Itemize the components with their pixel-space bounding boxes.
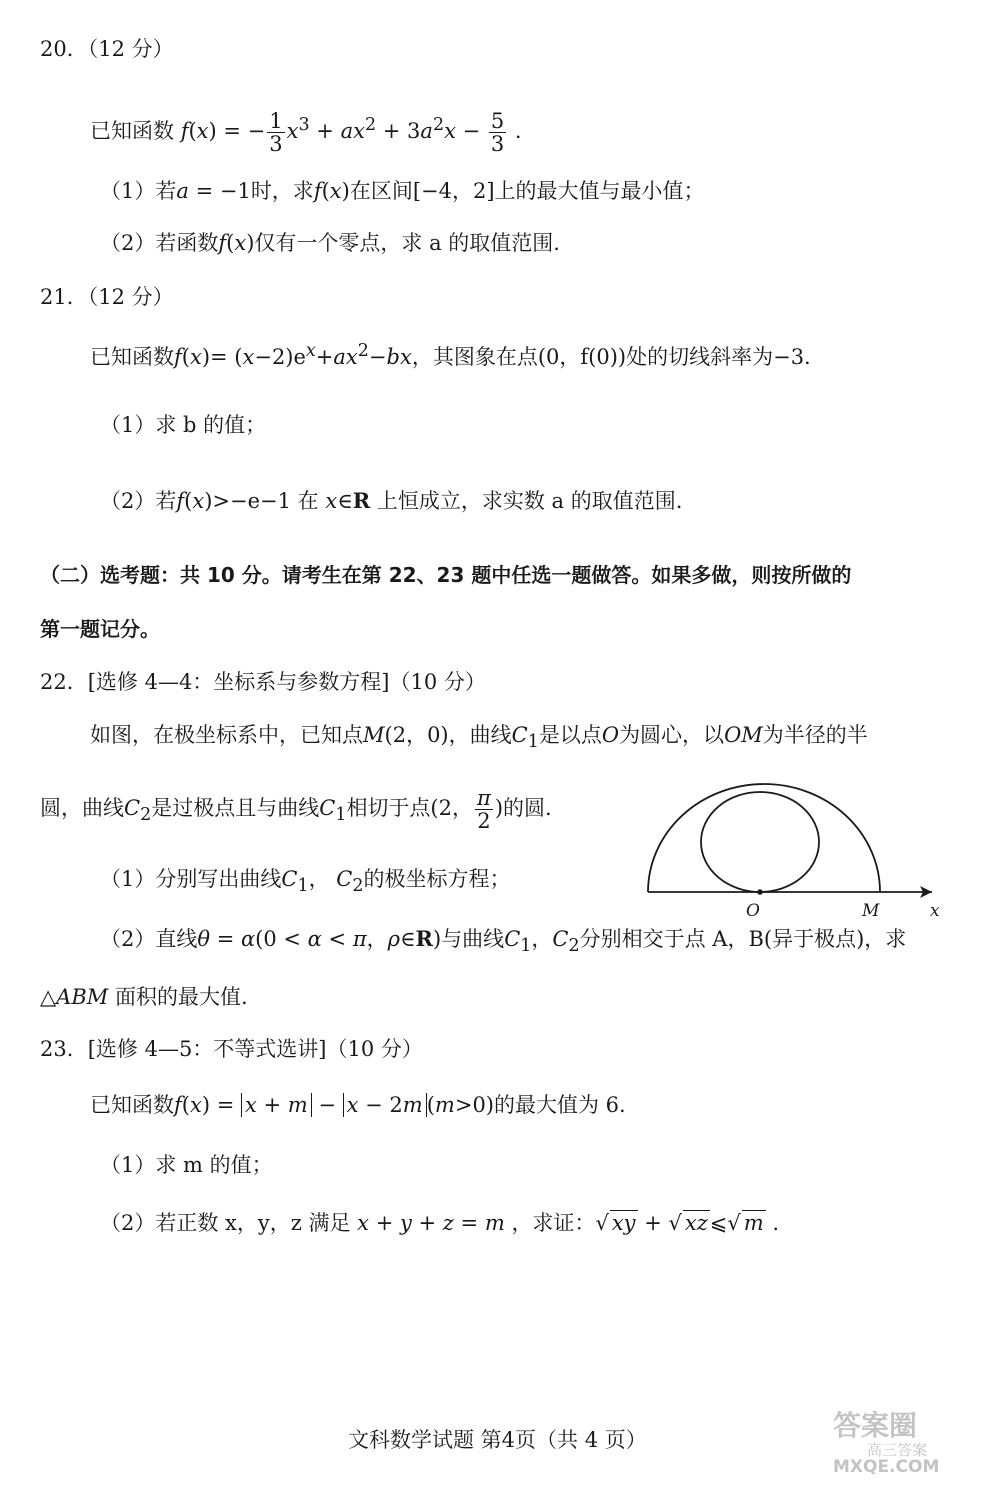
semicircle-c1 <box>648 784 880 892</box>
q23-header: 23．[选修 4—5：不等式选讲]（10 分） <box>40 1037 423 1061</box>
circle-c2 <box>701 792 819 892</box>
q20-header: 20．（12 分） <box>40 37 174 61</box>
page-footer: 文科数学试题 第4页（共 4 页） <box>348 1428 647 1452</box>
svg-text:高三答案: 高三答案 <box>867 1441 928 1459</box>
polar-diagram <box>640 770 950 920</box>
q23-sub2: （2）若正数 x，y，z 满足 x + y + z = m ，求证：√ xy + √ xz⩽√ m . <box>100 1211 780 1235</box>
q22-sub2-line2: △ABM 面积的最大值. <box>40 985 248 1009</box>
q22-intro: 如图，在极坐标系中，已知点M(2，0)，曲线$C_1$是以点O为圆心，以OM为半径的半 <box>90 723 868 753</box>
svg-text:MXQE.COM: MXQE.COM <box>833 1457 940 1475</box>
label-m: M <box>862 901 880 920</box>
q20-intro: 已知函数 f(x) = − $\frac{1}{3}$ $x^3 + ax^2 + 3a^2x$ − $\frac{5}{3}$ . <box>90 109 522 156</box>
q22-sub2: （2）直线θ = α(0 < α < π，ρ∈R)与曲线$C_1$，$C_2$分别相交于点 A，B(异于极点)，求 <box>100 926 907 957</box>
watermark-logo <box>825 1405 985 1475</box>
section-heading-line1: （二）选考题：共 10 分。请考生在第 22、23 题中任选一题做答。如果多做，则按所做的 <box>40 563 852 587</box>
q20-sub1: （1）若a = −1时，求f(x)在区间[−4，2]上的最大值与最小值； <box>100 179 705 203</box>
q21-sub1: （1）求 b 的值； <box>100 413 267 437</box>
q20-sub2: （2）若函数f(x)仅有一个零点，求 a 的取值范围. <box>100 231 560 255</box>
pole-point <box>757 889 763 895</box>
label-o: O <box>746 901 760 920</box>
q21-sub2: （2）若f(x)>−e−1 在 x∈R 上恒成立，求实数 a 的取值范围. <box>100 488 683 513</box>
label-x: x <box>930 901 940 920</box>
q22-sub1: （1）分别写出曲线$C_1$， $C_2$的极坐标方程； <box>100 867 511 897</box>
section-heading-line2: 第一题记分。 <box>40 617 160 641</box>
svg-text:答案圈: 答案圈 <box>833 1409 918 1442</box>
q22-intro-line2: 圆，曲线$C_2$是过极点且与曲线$C_1$相切于点(2， $\frac{\pi}{2}$ )的圆. <box>40 786 552 833</box>
q21-header: 21．（12 分） <box>40 285 174 309</box>
q23-intro: 已知函数f(x) = x + m − x − 2m (m>0)的最大值为 6. <box>90 1093 626 1117</box>
q21-intro: 已知函数$f(x)= (x-2)e^x+ax^2-bx$，其图象在点(0，f(0))处的切线斜率为−3. <box>90 341 811 369</box>
q23-sub1: （1）求 m 的值； <box>100 1153 273 1177</box>
q22-header: 22．[选修 4—4：坐标系与参数方程]（10 分） <box>40 670 486 694</box>
